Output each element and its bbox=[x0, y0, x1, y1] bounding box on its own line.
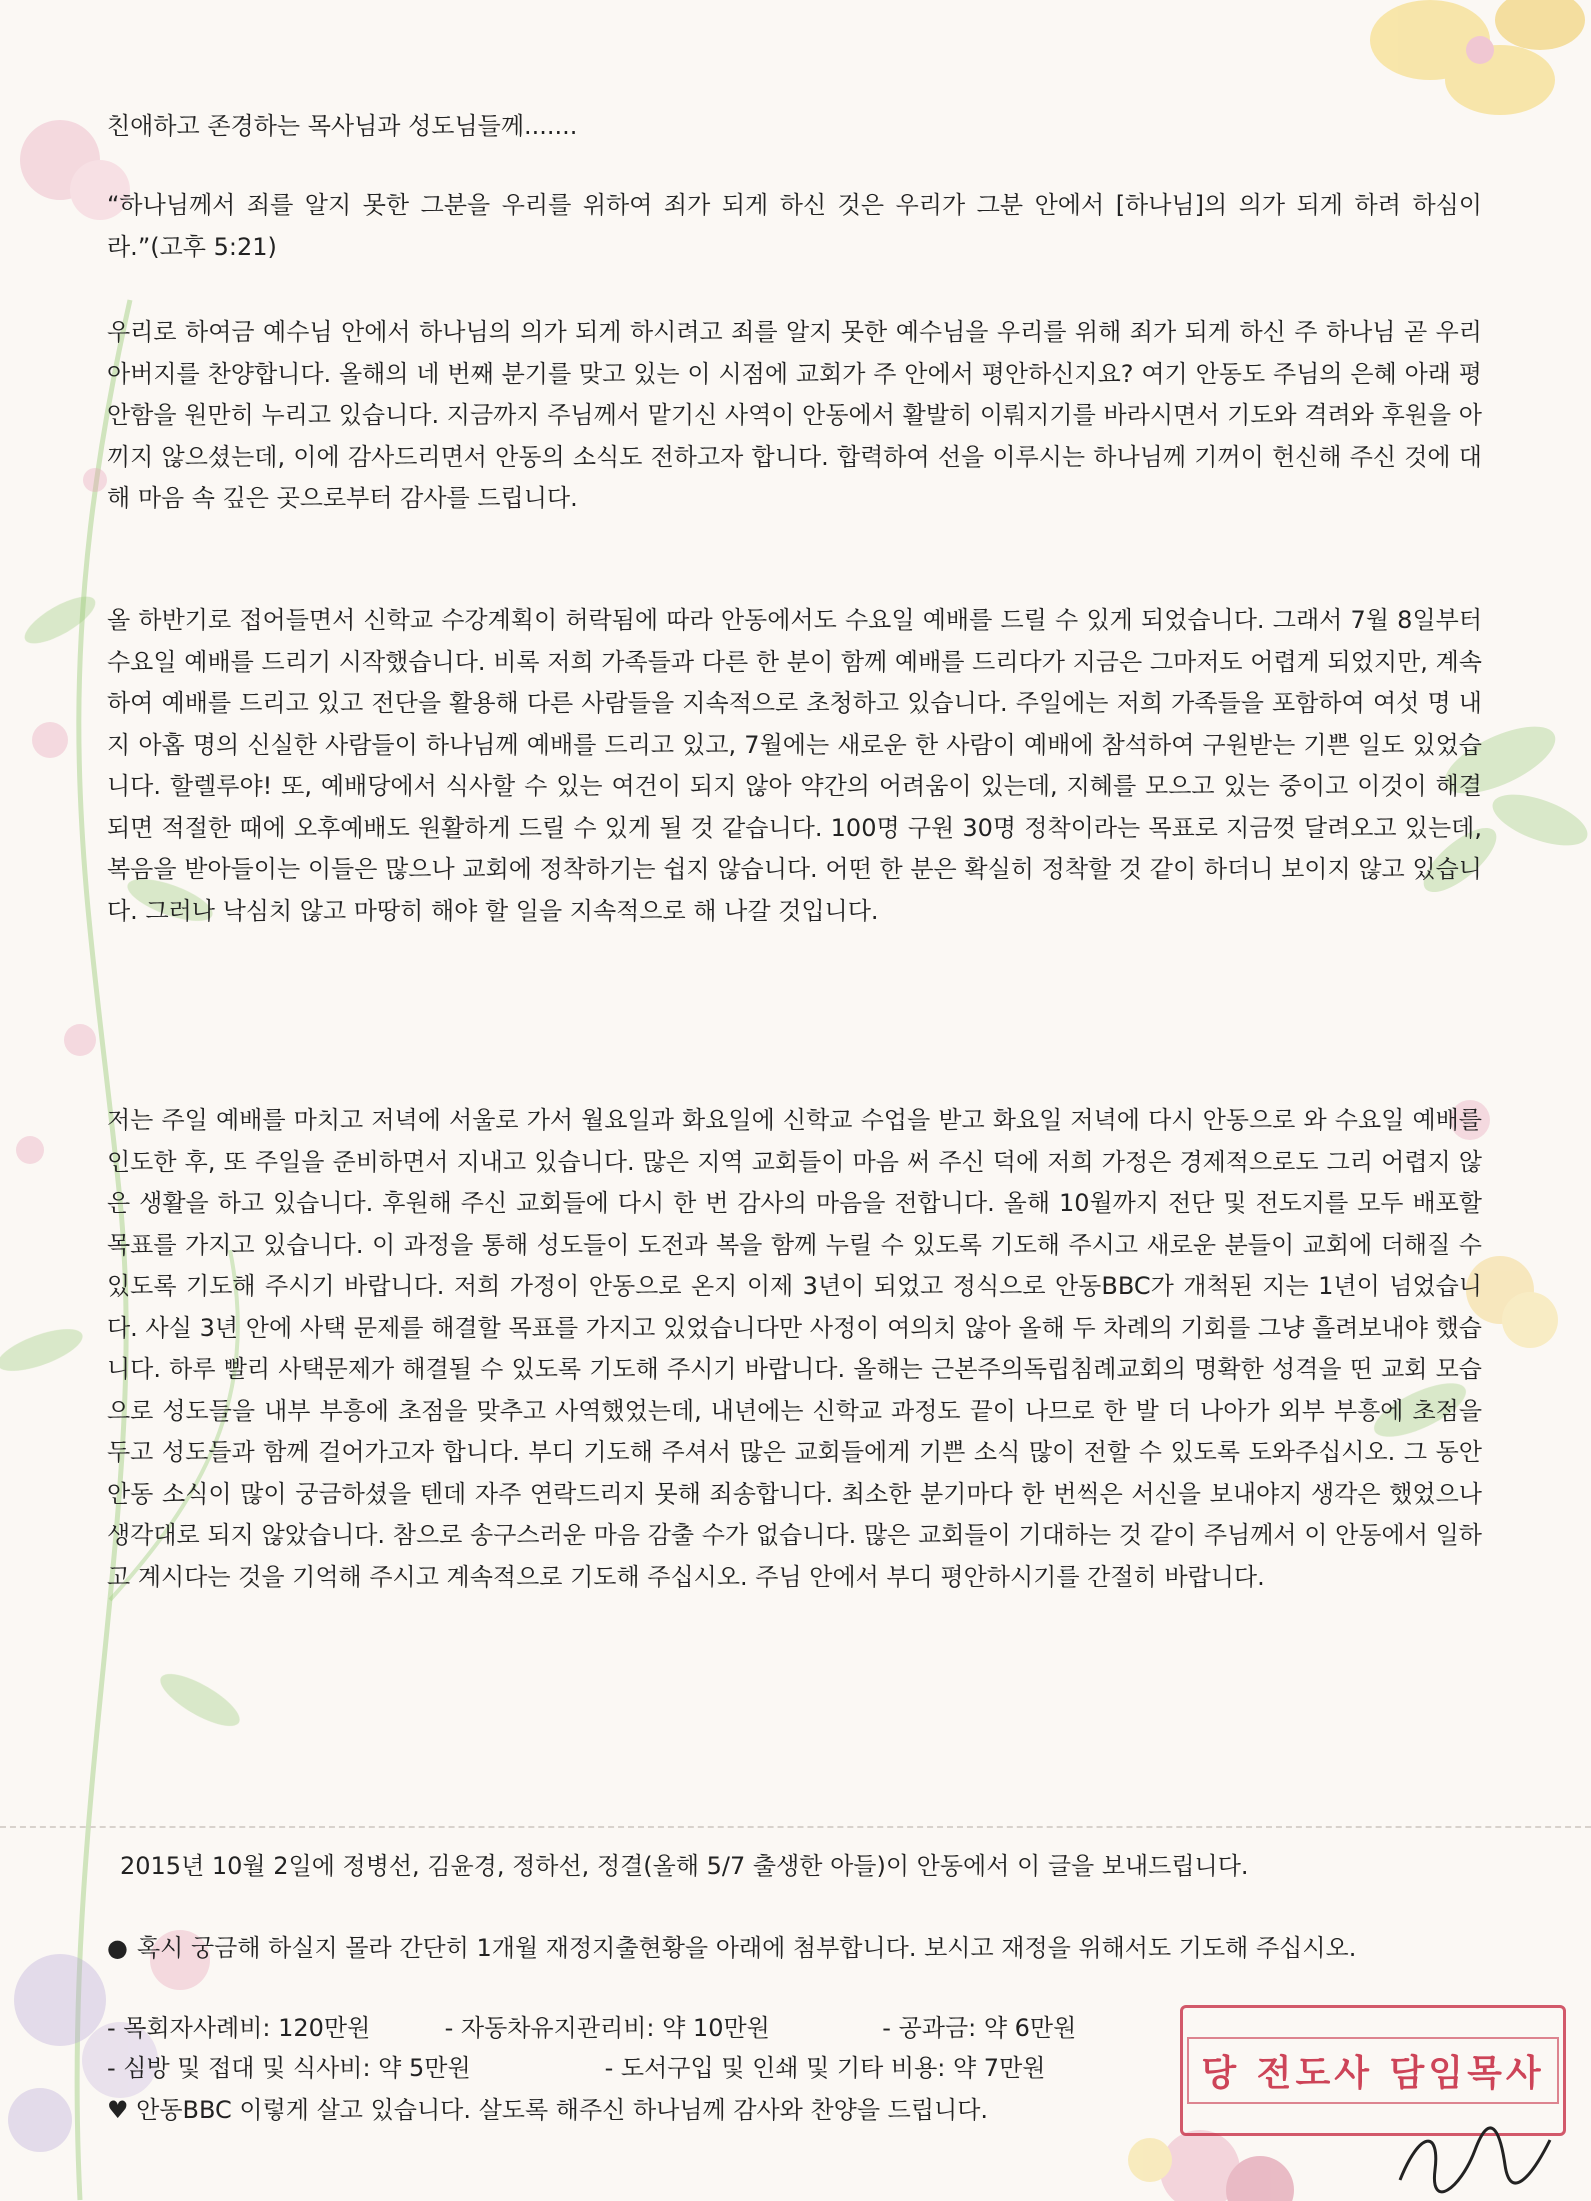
heart-icon: ♥ bbox=[107, 2096, 129, 2124]
paragraph-1: 우리로 하여금 예수님 안에서 하나님의 의가 되게 하시려고 죄를 알지 못한 예수님을 우리를 위해 죄가 되게 하신 주 하나님 곧 우리 아버지를 찬양합니다. 올해의 네 번째 분기를 맞고 있는 이 시점에 교회가 주 안에서 평안하신지요? 여기 안동도 주님의 은혜 아래 평안함을 원만히 누리고 있습니다. 지금까지 주님께서 맡기신 사역이 안동에서 활발히 이뤄지기를 바라시면서 기도와 격려와 후원을 아끼지 않으셨는데, 이에 감사드리면서 안동의 소식도 전하고자 합니다. 합력하여 선을 이루시는 하나님께 기꺼이 헌신해 주신 것에 대해 마음 속 깊은 곳으로부터 감사를 드립니다. bbox=[107, 318, 1482, 512]
flowers-bottom-right-icon bbox=[1128, 2130, 1294, 2201]
divider bbox=[0, 1826, 1591, 1829]
seal-text: 당 전도사 담임목사 bbox=[1187, 2037, 1558, 2104]
flower-top-right-icon bbox=[1370, 0, 1585, 115]
closing-text: 안동BBC 이렇게 살고 있습니다. 살도록 해주신 하나님께 감사와 찬양을 드립니다. bbox=[136, 2096, 989, 2124]
bible-verse: “하나님께서 죄를 알지 못한 그분을 우리를 위하여 죄가 되게 하신 것은 우리가 그분 안에서 [하나님]의 의가 되게 하려 하심이라.”(고후 5:21) bbox=[107, 191, 1482, 261]
expense-item: - 심방 및 접대 및 식사비: 약 5만원 bbox=[107, 2054, 471, 2082]
paragraph-3: 저는 주일 예배를 마치고 저녁에 서울로 가서 월요일과 화요일에 신학교 수업을 받고 화요일 저녁에 다시 안동으로 와 수요일 예배를 인도한 후, 또 주일을 준비하면서 지내고 있습니다. 많은 지역 교회들이 마음 써 주신 덕에 저희 가정은 경제적으로도 그리 어렵지 않은 생활을 하고 있습니다. 후원해 주신 교회들에 다시 한 번 감사의 마음을 전합니다. 올해 10월까지 전단 및 전도지를 모두 배포할 목표를 가지고 있습니다. 이 과정을 통해 성도들이 도전과 복을 함께 누릴 수 있도록 기도해 주시고 새로운 분들이 교회에 더해질 수 있도록 기도해 주시기 바랍니다. 저희 가정이 안동으로 온지 이제 3년이 되었고 정식으로 안동BBC가 개척된 지는 1년이 넘었습니다. 사실 3년 안에 사택 문제를 해결할 목표를 가지고 있었습니다만 사정이 여의치 않아 올해 두 차례의 기회를 그냥 흘려보내야 했습니다. 하루 빨리 사택문제가 해결될 수 있도록 기도해 주시기 바랍니다. 올해는 근본주의독립침례교회의 명확한 성격을 띤 교회 모습으로 성도들을 내부 부흥에 초점을 맞추고 사역했었는데, 내년에는 신학교 과정도 끝이 나므로 한 발 더 나아가 외부 부흥에 초점을 두고 성도들과 함께 걸어가고자 합니다. 부디 기도해 주셔서 많은 교회들에게 기쁜 소식 많이 전할 수 있도록 도와주십시오. 그 동안 안동 소식이 많이 궁금하셨을 텐데 자주 연락드리지 못해 죄송합니다. 최소한 분기마다 한 번씩은 서신을 보내야지 생각은 했었으나 생각대로 되지 않았습니다. 참으로 송구스러운 마음 감출 수가 없습니다. 많은 교회들이 기대하는 것 같이 주님께서 이 안동에서 일하고 계시다는 것을 기억해 주시고 계속적으로 기도해 주십시오. 주님 안에서 부디 평안하시기를 간절히 바랍니다. bbox=[107, 1106, 1482, 1591]
finance-note bbox=[107, 1928, 1482, 1968]
paragraph-2: 올 하반기로 접어들면서 신학교 수강계획이 허락됨에 따라 안동에서도 수요일 예배를 드릴 수 있게 되었습니다. 그래서 7월 8일부터 수요일 예배를 드리기 시작했습니다. 비록 저희 가족들과 다른 한 분이 함께 예배를 드리다가 지금은 그마저도 어렵게 되었지만, 계속하여 예배를 드리고 있고 전단을 활용해 다른 사람들을 지속적으로 초청하고 있습니다. 주일에는 저희 가족들을 포함하여 여섯 명 내지 아홉 명의 신실한 사람들이 하나님께 예배를 드리고 있고, 7월에는 새로운 한 사람이 예배에 참석하여 구원받는 기쁜 일도 있었습니다. 할렐루야! 또, 예배당에서 식사할 수 있는 여건이 되지 않아 약간의 어려움이 있는데, 지혜를 모으고 있는 중이고 이것이 해결되면 적절한 때에 오후예배도 원활하게 드릴 수 있게 될 것 같습니다. 100명 구원 30명 정착이라는 목표로 지금껏 달려오고 있는데, 복음을 받아들이는 이들은 많으나 교회에 정착하기는 쉽지 않습니다. 어떤 한 분은 확실히 정착할 것 같이 하더니 보이지 않고 있습니다. 그러나 낙심치 않고 마땅히 해야 할 일을 지속적으로 해 나갈 것입니다. bbox=[107, 606, 1482, 925]
finance-note-text: 혹시 궁금해 하실지 몰라 간단히 1개월 재정지출현황을 아래에 첨부합니다. 보시고 재정을 위해서도 기도해 주십시오. bbox=[137, 1934, 1357, 1962]
expense-item: - 공과금: 약 6만원 bbox=[882, 2014, 1077, 2042]
expense-item: - 도서구입 및 인쇄 및 기타 비용: 약 7만원 bbox=[604, 2054, 1046, 2082]
expense-row bbox=[107, 2048, 1307, 2088]
expense-item: - 목회자사례비: 120만원 bbox=[107, 2014, 371, 2042]
expense-row bbox=[107, 2008, 1307, 2048]
small-flowers-left-icon bbox=[16, 468, 107, 1164]
bullet-icon: ● bbox=[107, 1934, 128, 1962]
greeting: 친애하고 존경하는 목사님과 성도님들께....... bbox=[107, 112, 578, 140]
expense-list bbox=[107, 2008, 1307, 2088]
dateline: 2015년 10월 2일에 정병선, 김윤경, 정하선, 정결(올해 5/7 출생한 아들)이 안동에서 이 글을 보내드립니다. bbox=[120, 1852, 1249, 1880]
handwritten-signature bbox=[1390, 2110, 1560, 2200]
expense-item: - 자동차유지관리비: 약 10만원 bbox=[444, 2014, 770, 2042]
